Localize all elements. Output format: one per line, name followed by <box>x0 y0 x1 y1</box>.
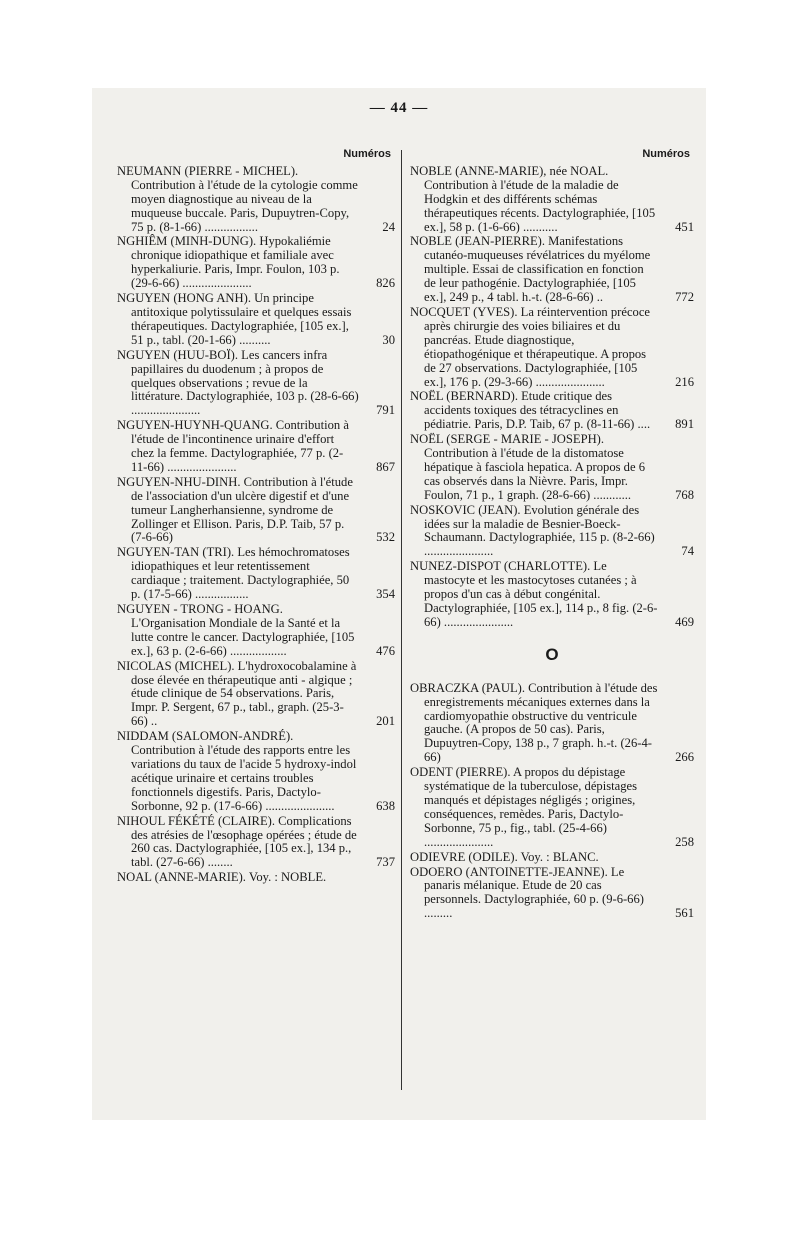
entry-text: NOËL (SERGE - MARIE - JOSEPH). Contribution à l'étude de la distomatose hépatique à fasciola hepatica. A propos de 6 cas observés dans la Nièvre. Paris, Impr. Foulon, 71 p., 1 graph. (28-6-66) ............ <box>410 432 646 502</box>
index-entry <box>410 766 694 849</box>
column-divider <box>401 150 402 1090</box>
index-entry <box>410 504 694 560</box>
index-entry <box>117 730 395 813</box>
entry-text: NOBLE (JEAN-PIERRE). Manifestations cutanéo-muqueuses révélatrices du myélome multiple. Essai de classification en fonction de leur pathogénie. Dactylographiée, [105 ex.], 249 p., 4 tabl. h.-t. (28-6-66) .. <box>410 234 651 305</box>
entry-number: 201 <box>376 714 395 729</box>
entry-number: 532 <box>376 530 395 545</box>
index-entry <box>410 165 694 235</box>
index-entry <box>410 306 694 389</box>
index-entry <box>117 476 395 546</box>
entry-text: NICOLAS (MICHEL). L'hydroxocobalamine à dose élevée en thérapeutique anti - algique ; étude clinique de 54 observations. Paris, Impr. P. Sergent, 67 p., tabl., graph. (25-3-66) .. <box>117 658 357 729</box>
entry-text: NIHOUL FÉKÉTÉ (CLAIRE). Complications des atrésies de l'œsophage opérées ; étude de 260 cas. Dactylographiée, [105 ex.], 134 p., tabl. (27-6-66) ........ <box>117 813 357 870</box>
entry-text: NOBLE (ANNE-MARIE), née NOAL. Contribution à l'étude de la maladie de Hodgkin et des différents schémas thérapeutiques récents. Dactylographiée, [105 ex.], 58 p. (1-6-66) ........... <box>410 163 656 234</box>
entry-text: NGUYEN - TRONG - HOANG. L'Organisation Mondiale de la Santé et la lutte contre le cancer. Dactylographiée, [105 ex.], 63 p. (2-6-66) .................. <box>117 602 355 658</box>
entry-text: ODIEVRE (ODILE). Voy. : BLANC. <box>410 849 599 864</box>
entry-text: NGUYEN-TAN (TRI). Les hémochromatoses idiopathiques et leur retentissement cardiaque ; traitement. Dactylographiée, 50 p. (17-5-66) ................. <box>117 545 350 602</box>
entry-number: 638 <box>376 798 395 813</box>
index-entry <box>117 292 395 348</box>
entry-text: NGUYEN (HUU-BOÏ). Les cancers infra papillaires du duodenum ; à propos de quelques observations ; revue de la littérature. Dactylographiée, 103 p. (28-6-66) ...................... <box>117 347 359 418</box>
entry-number: 867 <box>376 459 395 474</box>
entry-text: NGHIÊM (MINH-DUNG). Hypokaliémie chronique idiopathique et familiale avec hyperkaliurie. Paris, Impr. Foulon, 103 p. (29-6-66) ...................... <box>117 234 340 291</box>
index-entry <box>117 546 395 602</box>
entry-number: 30 <box>382 332 395 347</box>
index-entry <box>117 419 395 475</box>
entry-text: NOSKOVIC (JEAN). Evolution générale des idées sur la maladie de Besnier-Boeck-Schaumann. Dactylographiée, 115 p. (8-2-66) ...................... <box>410 502 655 559</box>
entry-text: NUNEZ-DISPOT (CHARLOTTE). Le mastocyte et les mastocytoses cutanées ; à propos d'un cas à début congénital. Dactylographiée, [105 ex.], 114 p., 8 fig. (2-6-66) ...................... <box>410 559 658 629</box>
entry-text: NGUYEN-NHU-DINH. Contribution à l'étude de l'association d'un ulcère digestif et d'une tumeur Langherhansienne, syndrome de Zollinger et Ellison. Paris, D.P. Taib, 57 p. (7-6-66) <box>117 474 353 545</box>
index-entry <box>410 560 694 630</box>
index-entry <box>117 235 395 291</box>
right-column <box>410 148 694 922</box>
entry-text: NOËL (BERNARD). Etude critique des accidents toxiques des tétracyclines en pédiatrie. Paris, D.P. Taib, 67 p. (8-11-66) .... <box>410 389 651 432</box>
entry-text: NIDDAM (SALOMON-ANDRÉ). Contribution à l'étude des rapports entre les variations du taux de l'acide 5 hydroxy-indol acétique urinaire et certains troubles fonctionnels digestifs. Paris, Dactylo-Sorbonne, 92 p. (17-6-66) ...................... <box>117 729 357 813</box>
entry-number: 768 <box>675 487 694 502</box>
entry-number: 476 <box>376 643 395 658</box>
entry-text: NGUYEN (HONG ANH). Un principe antitoxique polytissulaire et quelques essais thérapeutiques. Dactylographiée, [105 ex.], 51 p., tabl. (20-1-66) .......... <box>117 291 352 347</box>
entry-text: NOCQUET (YVES). La réintervention précoce après chirurgie des voies biliaires et du pancréas. Etude diagnostique, étiopathogénique et thérapeutique. A propos de 27 observations. Dactylographiée, [105 ex.], 176 p. (29-3-66) ...................... <box>410 304 651 389</box>
entry-number: 561 <box>675 906 694 921</box>
numeros-header: Numéros <box>343 148 391 160</box>
left-column <box>117 148 395 886</box>
index-entry <box>117 603 395 659</box>
index-entry <box>410 235 694 305</box>
entry-text: OBRACZKA (PAUL). Contribution à l'étude des enregistrements mécaniques externes dans la cardiomyopathie obstructive du ventricule gauche. (A propos de 50 cas). Paris, Dupuytren-Copy, 138 p., 7 graph. h.-t. (26-4-66) <box>410 680 658 765</box>
entry-number: 891 <box>675 417 694 432</box>
index-entry <box>117 165 395 235</box>
entry-number: 74 <box>681 544 694 559</box>
entry-number: 772 <box>675 290 694 305</box>
index-entry <box>117 660 395 730</box>
entry-text: ODENT (PIERRE). A propos du dépistage systématique de la tuberculose, dépistages manqués et dépistages négligés ; origines, conséquences, remèdes. Paris, Dactylo-Sorbonne, 75 p., fig., tabl. (25-4-66) ...................... <box>410 765 637 849</box>
entry-number: 791 <box>376 403 395 418</box>
entry-number: 216 <box>675 374 694 389</box>
entry-number: 266 <box>675 750 694 765</box>
entry-text: NGUYEN-HUYNH-QUANG. Contribution à l'étude de l'incontinence urinaire d'effort chez la femme. Dactylographiée, 77 p. (2-11-66) ...................... <box>117 418 349 474</box>
page-number: — 44 — <box>369 100 429 116</box>
index-entry <box>410 682 694 765</box>
section-letter: O <box>545 644 559 664</box>
index-entry <box>410 851 694 865</box>
entry-text: NOAL (ANNE-MARIE). Voy. : NOBLE. <box>117 870 327 885</box>
numeros-header: Numéros <box>642 148 690 160</box>
entry-text: ODOERO (ANTOINETTE-JEANNE). Le panaris mélanique. Etude de 20 cas personnels. Dactylographiée, 60 p. (9-6-66) ......... <box>410 864 644 921</box>
index-entry <box>410 433 694 503</box>
entry-number: 737 <box>376 855 395 870</box>
entry-number: 826 <box>376 276 395 291</box>
index-entry <box>117 815 395 871</box>
entry-number: 469 <box>675 614 694 629</box>
entry-number: 354 <box>376 587 395 602</box>
index-entry <box>410 866 694 922</box>
entry-number: 258 <box>675 834 694 849</box>
entry-text: NEUMANN (PIERRE - MICHEL). Contribution à l'étude de la cytologie comme moyen diagnostique au niveau de la muqueuse buccale. Paris, Dupuytren-Copy, 75 p. (8-1-66) ................. <box>117 163 358 234</box>
index-entry <box>117 871 395 885</box>
entry-number: 451 <box>675 219 694 234</box>
index-entry <box>117 349 395 419</box>
index-entry <box>410 390 694 432</box>
entry-number: 24 <box>382 219 395 234</box>
